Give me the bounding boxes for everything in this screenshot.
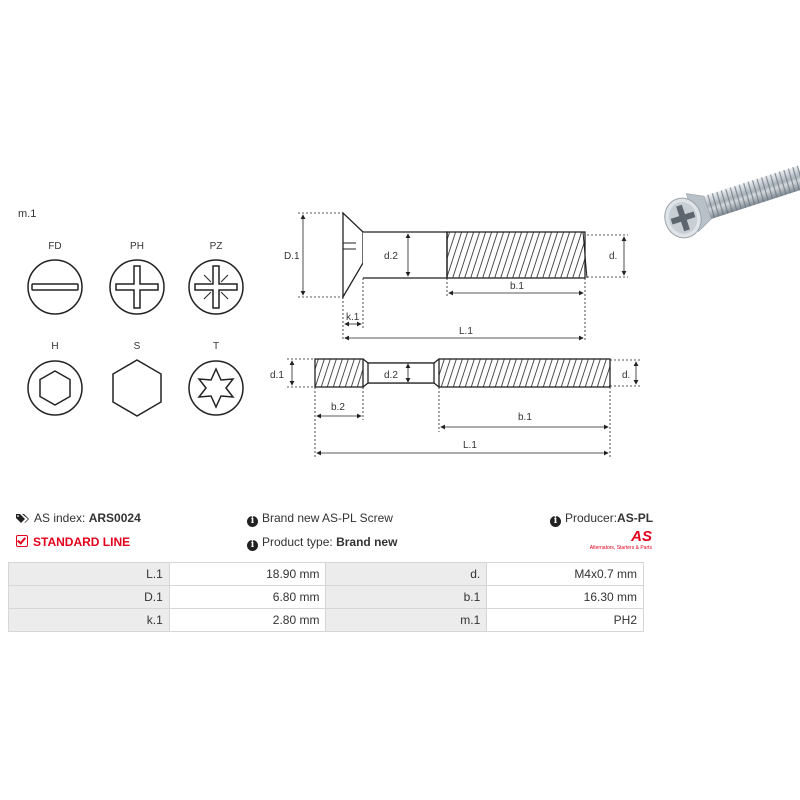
dim-label-L1-bottom: L.1 xyxy=(463,440,477,451)
drive-label-ph: PH xyxy=(130,241,144,252)
check-square-icon xyxy=(16,535,28,547)
spec-value: 6.80 mm xyxy=(169,586,326,609)
table-row xyxy=(9,586,644,609)
spec-key: m.1 xyxy=(326,609,487,632)
dim-label-L1-top: L.1 xyxy=(459,326,473,337)
dim-label-d2-bottom: d.2 xyxy=(384,370,398,381)
logo-subtitle: Alternators, Starters & Parts xyxy=(589,545,652,551)
producer xyxy=(550,511,653,527)
flat-slot-drive-icon xyxy=(28,260,82,314)
specs-table xyxy=(8,562,644,632)
hex-socket-drive-icon xyxy=(28,361,82,415)
hex-head-drive-icon xyxy=(113,360,161,416)
dim-label-b2: b.2 xyxy=(331,402,345,413)
spec-key: b.1 xyxy=(326,586,487,609)
spec-key: d. xyxy=(326,563,487,586)
torx-drive-icon xyxy=(189,361,243,415)
tags-icon xyxy=(16,513,30,527)
description-text: Brand new AS-PL Screw xyxy=(262,511,393,525)
producer-label: Producer: xyxy=(565,511,618,525)
phillips-drive-icon xyxy=(110,260,164,314)
standard-line-label: STANDARD LINE xyxy=(33,535,131,549)
drive-label-fd: FD xyxy=(48,241,62,252)
screw-photo xyxy=(660,158,800,243)
pozidriv-drive-icon xyxy=(189,260,243,314)
as-index-label: AS index: xyxy=(34,511,86,525)
spec-key: k.1 xyxy=(9,609,170,632)
spec-value: 2.80 mm xyxy=(169,609,326,632)
drive-label-t: T xyxy=(212,341,220,352)
table-row xyxy=(9,563,644,586)
countersunk-screw-drawing xyxy=(343,213,587,297)
producer-value: AS-PL xyxy=(617,511,654,525)
dim-label-d1: d.1 xyxy=(270,370,284,381)
standard-line xyxy=(16,535,130,549)
product-type xyxy=(247,535,397,551)
as-pl-logo xyxy=(584,528,652,551)
info-icon: i xyxy=(247,516,258,527)
info-icon: i xyxy=(550,516,561,527)
dim-label-b1-bottom: b.1 xyxy=(518,412,532,423)
spec-value: 18.90 mm xyxy=(169,563,326,586)
drive-label-h: H xyxy=(51,341,59,352)
product-type-label: Product type: xyxy=(262,535,333,549)
stud-drawing xyxy=(315,359,610,387)
drive-label-s: S xyxy=(133,341,141,352)
spec-value: 16.30 mm xyxy=(487,586,644,609)
product-description xyxy=(247,511,393,527)
dim-label-d-bottom: d. xyxy=(622,370,631,381)
spec-key: D.1 xyxy=(9,586,170,609)
drive-label-pz: PZ xyxy=(209,241,223,252)
table-row xyxy=(9,609,644,632)
logo-mark: AS xyxy=(631,528,652,545)
dim-label-k1: k.1 xyxy=(346,312,360,323)
dim-label-D1: D.1 xyxy=(284,251,300,262)
as-index xyxy=(16,511,141,527)
spec-value: PH2 xyxy=(487,609,644,632)
technical-drawing xyxy=(0,150,800,470)
product-type-value: Brand new xyxy=(336,535,398,549)
dim-label-b1-top: b.1 xyxy=(510,281,524,292)
as-index-value: ARS0024 xyxy=(88,511,141,525)
dim-label-d2-top: d.2 xyxy=(384,251,398,262)
spec-key: L.1 xyxy=(9,563,170,586)
spec-value: M4x0.7 mm xyxy=(487,563,644,586)
m1-label: m.1 xyxy=(18,208,37,220)
info-icon: i xyxy=(247,540,258,551)
dim-label-d-top: d. xyxy=(609,251,618,262)
